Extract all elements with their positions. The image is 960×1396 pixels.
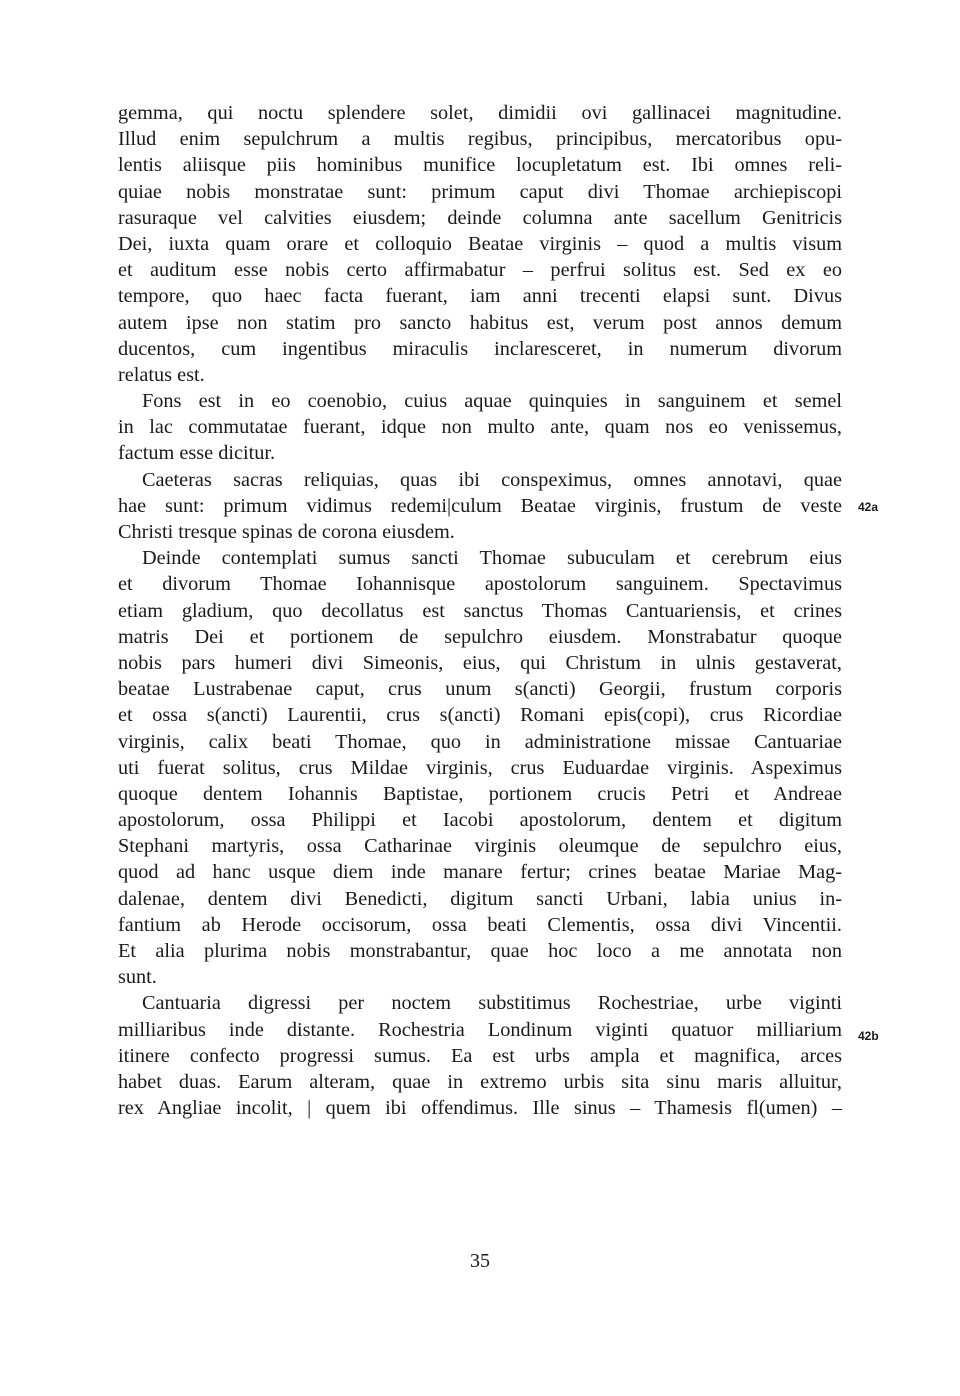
text-line: rex Angliae incolit, | quem ibi offendimus. Ille sinus – Thamesis fl(umen) – (118, 1097, 842, 1120)
text-line: fantium ab Herode occisorum, ossa beati Clementis, ossa divi Vincentii. (118, 913, 842, 936)
text-line: milliaribus inde distante. Rochestria Londinum viginti quatuor milliarium (118, 1018, 842, 1041)
text-line: quiae nobis monstratae sunt: primum caput divi Thomae archiepiscopi (118, 180, 842, 203)
text-line: etiam gladium, quo decollatus est sanctus Thomas Cantuariensis, et crines (118, 599, 842, 622)
text-line: quoque dentem Iohannis Baptistae, portionem crucis Petri et Andreae (118, 782, 842, 805)
text-line: gemma, qui noctu splendere solet, dimidii ovi gallinacei magnitudine. (118, 102, 842, 124)
text-line: Illud enim sepulchrum a multis regibus, principibus, mercatoribus opu- (118, 128, 842, 151)
text-line: sunt. (118, 966, 157, 989)
text-line: matris Dei et portionem de sepulchro eiusdem. Monstrabatur quoque (118, 625, 842, 648)
text-line: rasuraque vel calvities eiusdem; deinde columna ante sacellum Genitricis (118, 206, 842, 229)
text-line: in lac commutatae fuerant, idque non multo ante, quam nos eo venissemus, (118, 416, 842, 439)
text-line: autem ipse non statim pro sancto habitus est, verum post annos demum (118, 311, 842, 334)
text-line: quod ad hanc usque diem inde manare fertur; crines beatae Mariae Mag- (118, 861, 842, 884)
body-text (118, 100, 842, 1121)
text-line: factum esse dicitur. (118, 442, 276, 465)
text-line: ducentos, cum ingentibus miraculis inclaresceret, in numerum divorum (118, 337, 842, 360)
text-line: hae sunt: primum vidimus redemi|culum Beatae virginis, frustum de veste (118, 494, 842, 517)
margin-note-42b: 42b (858, 1029, 879, 1043)
page-number: 35 (470, 1250, 490, 1272)
text-line: et auditum esse nobis certo affirmabatur – perfrui solitus est. Sed ex eo (118, 259, 842, 282)
text-line: relatus est. (118, 363, 205, 386)
text-line: Stephani martyris, ossa Catharinae virginis oleumque de sepulchro eius, (118, 835, 842, 858)
text-line: lentis aliisque piis hominibus munifice locupletatum est. Ibi omnes reli- (118, 154, 842, 177)
text-line: Caeteras sacras reliquias, quas ibi conspeximus, omnes annotavi, quae (142, 468, 842, 491)
text-line: dalenae, dentem divi Benedicti, digitum sancti Urbani, labia unius in- (118, 887, 842, 910)
text-line: nobis pars humeri divi Simeonis, eius, qui Christum in ulnis gestaverat, (118, 651, 842, 674)
text-line: beatae Lustrabenae caput, crus unum s(ancti) Georgii, frustum corporis (118, 678, 842, 701)
margin-note-42a: 42a (858, 500, 879, 514)
text-line: habet duas. Earum alteram, quae in extremo urbis sita sinu maris alluitur, (118, 1070, 842, 1093)
text-line: itinere confecto progressi sumus. Ea est urbs ampla et magnifica, arces (118, 1044, 842, 1067)
text-line: et divorum Thomae Iohannisque apostolorum sanguinem. Spectavimus (118, 573, 842, 596)
text-line: apostolorum, ossa Philippi et Iacobi apostolorum, dentem et digitum (118, 809, 842, 832)
text-line: Deinde contemplati sumus sancti Thomae subuculam et cerebrum eius (142, 547, 842, 570)
text-line: et ossa s(ancti) Laurentii, crus s(ancti) Romani epis(copi), crus Ricordiae (118, 704, 842, 727)
text-line: tempore, quo haec facta fuerant, iam anni trecenti elapsi sunt. Divus (118, 285, 842, 308)
text-line: Et alia plurima nobis monstrabantur, quae hoc loco a me annotata non (118, 940, 842, 962)
text-line: Fons est in eo coenobio, cuius aquae quinquies in sanguinem et semel (142, 390, 842, 413)
text-line: Dei, iuxta quam orare et colloquio Beatae virginis – quod a multis visum (118, 232, 842, 255)
text-line: Christi tresque spinas de corona eiusdem. (118, 521, 455, 543)
text-line: uti fuerat solitus, crus Mildae virginis, crus Euduardae virginis. Aspeximus (118, 756, 842, 779)
text-line: Cantuaria digressi per noctem substitimus Rochestriae, urbe viginti (142, 992, 842, 1015)
text-line: virginis, calix beati Thomae, quo in administratione missae Cantuariae (118, 730, 842, 753)
